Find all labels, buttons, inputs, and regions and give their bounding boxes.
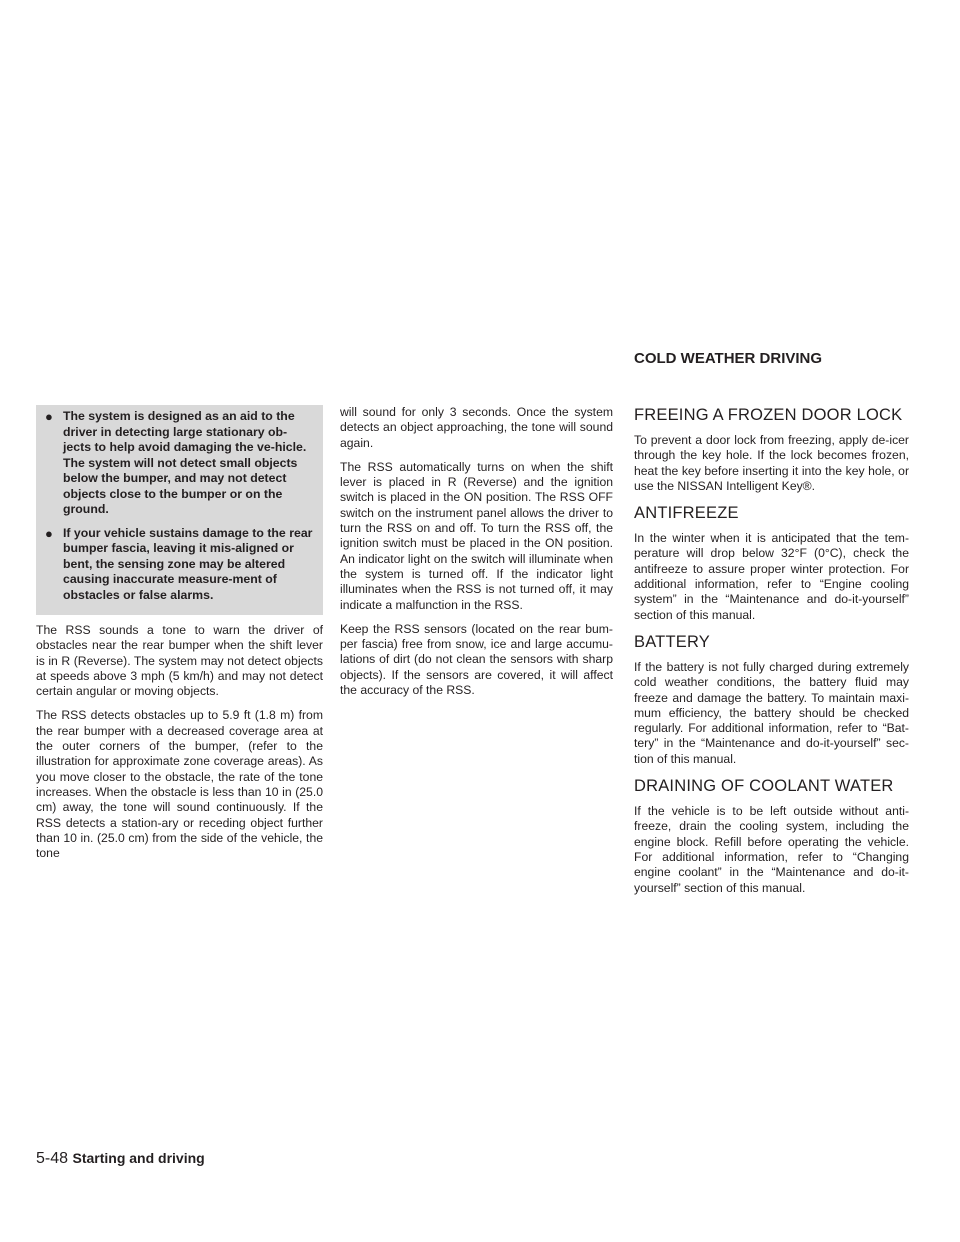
warning-item [44,526,315,604]
paragraph: The RSS sounds a tone to warn the driver of obstacles near the rear bumper when the shift lever is in R (Reverse). The system may not detect objects at speeds above 3 mph (5 km/h) and may not detect certain angular or moving objects. [36,623,323,699]
column-3 [634,405,909,905]
page-number: 5-48 [36,1150,69,1167]
paragraph: If the vehicle is to be left outside without anti-freeze, drain the cooling system, including the engine block. Refill before operating the vehicle. For additional information, refer to “Changing engine coolant” in the “Maintenance and do-it-yourself” section of this manual. [634,804,909,895]
heading-battery: BATTERY [634,632,710,651]
page-footer [36,1150,205,1168]
paragraph: will sound for only 3 seconds. Once the system detects an object approaching, the tone will sound again. [340,405,613,450]
bullet-icon: ● [45,409,53,424]
section-title: COLD WEATHER DRIVING [634,350,823,367]
heading-frozen-door-lock: FREEING A FROZEN DOOR LOCK [634,406,903,424]
heading-antifreeze: ANTIFREEZE [634,504,739,523]
paragraph: To prevent a door lock from freezing, apply de-icer through the key hole. If the lock becomes frozen, heat the key before inserting it into the key hole, or use the NISSAN Intelligent Key®. [634,433,909,493]
paragraph: The RSS automatically turns on when the shift lever is placed in R (Reverse) and the ignition switch is placed in the ON position. The RSS OFF switch on the instrument panel allows the driver to turn the RSS on and off. To turn the RSS off, the ignition switch must be placed in the ON position. An indicator light on the switch will illuminate when the system is turned off. If the indicator light illuminates when the RSS is not turned off, it may indicate a malfunction in the RSS. [340,459,613,612]
chapter-title: Starting and driving [72,1150,205,1166]
warning-box [36,405,323,615]
heading-draining-coolant: DRAINING OF COOLANT WATER [634,777,894,796]
warning-text: If your vehicle sustains damage to the rear bumper fascia, leaving it mis-aligned or bent, the sensing zone may be altered causing inaccurate measure-ment of obstacles or false alarms. [63,525,313,602]
warning-text: The system is designed as an aid to the driver in detecting large stationary ob-jects to help avoid damaging the ve-hicle. The system will not detect small objects below the bumper, and may not detect objects close to the bumper or on the ground. [63,409,307,516]
paragraph: In the winter when it is anticipated that the tem-perature will drop below 32°F (0°C), check the antifreeze to assure proper winter protection. For additional information, refer to “Engine cooling system” in the “Maintenance and do-it-yourself” section of this manual. [634,531,909,622]
bullet-icon: ● [45,525,53,541]
column-2 [340,405,613,707]
paragraph: If the battery is not fully charged during extremely cold weather conditions, the battery fluid may freeze and damage the battery. To maintain maxi-mum efficiency, the battery should be checked regularly. For additional information, refer to “Bat-tery” in the “Maintenance and do-it-yourself” sec-tion of this manual. [634,659,909,766]
paragraph: The RSS detects obstacles up to 5.9 ft (1.8 m) from the rear bumper with a decreased coverage area at the outer corners of the bumper, (refer to the illustration for approximate zone coverage areas). As you move closer to the obstacle, the rate of the tone increases. When the obstacle is less than 10 in (25.0 cm) away, the tone will sound continuously. If the RSS detects a station-ary or receding object further than 10 in. (25.0 cm) from the side of the vehicle, the tone [36,708,323,861]
warning-item [44,409,315,518]
column-1 [36,405,323,870]
paragraph: Keep the RSS sensors (located on the rear bum-per fascia) free from snow, ice and large accumu-lations of dirt (do not clean the sensors with sharp objects). If the sensors are covered, it will affect the accuracy of the RSS. [340,621,613,698]
